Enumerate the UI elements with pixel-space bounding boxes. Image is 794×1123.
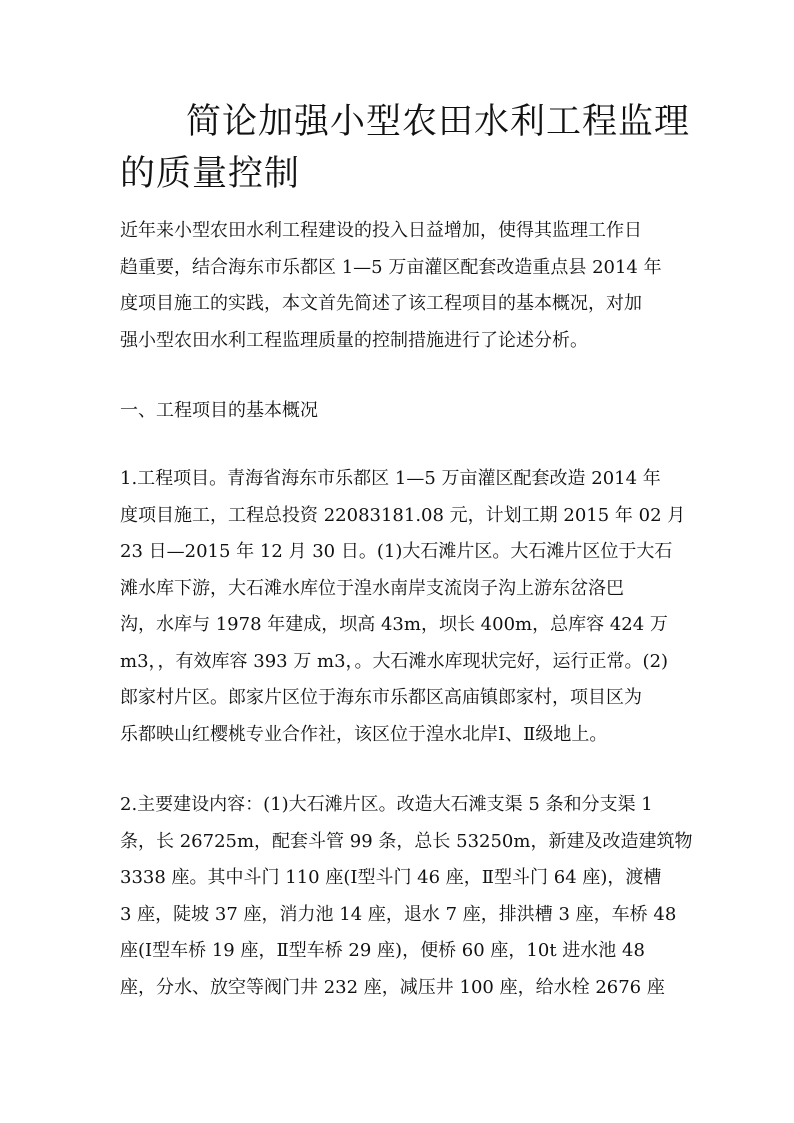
paragraph-line: m3，，有效库容 393 万 m3，。大石滩水库现状完好，运行正常。(2) bbox=[120, 650, 669, 672]
paragraph-line: 郎家村片区。郎家片区位于海东市乐都区高庙镇郎家村，项目区为 bbox=[120, 687, 642, 708]
paragraph-line: 乐都映山红樱桃专业合作社，该区位于湟水北岸Ⅰ、Ⅱ级地上。 bbox=[120, 723, 608, 745]
paragraph-line: 条，长 26725m，配套斗管 99 条，总长 53250m，新建及改造建筑物 bbox=[120, 830, 693, 852]
abstract-line: 近年来小型农田水利工程建设的投入日益增加，使得其监理工作日 bbox=[120, 220, 642, 241]
paragraph-construction bbox=[120, 787, 693, 1006]
page-title bbox=[120, 96, 690, 200]
paragraph-line: 座(Ⅰ型车桥 19 座，Ⅱ型车桥 29 座)，便桥 60 座，10t 进水池 48 bbox=[120, 940, 645, 961]
paragraph-line: 座，分水、放空等阀门井 232 座，减压井 100 座，给水栓 2676 座 bbox=[120, 976, 665, 998]
paragraph-line: 3 座，陡坡 37 座，消力池 14 座，退水 7 座，排洪槽 3 座，车桥 48 bbox=[120, 903, 677, 925]
title-line-1: 简论加强小型农田水利工程监理 bbox=[186, 102, 691, 142]
abstract-line: 强小型农田水利工程监理质量的控制措施进行了论述分析。 bbox=[120, 329, 588, 351]
paragraph-line: 3338 座。其中斗门 110 座(Ⅰ型斗门 46 座，Ⅱ型斗门 64 座)，渡槽 bbox=[120, 867, 662, 888]
section-heading-text: 一、工程项目的基本概况 bbox=[120, 400, 318, 421]
section-heading bbox=[120, 393, 680, 430]
title-line-2: 的质量控制 bbox=[120, 154, 301, 194]
paragraph-line: 度项目施工，工程总投资 22083181.08 元，计划工期 2015 年 02 月 bbox=[120, 504, 686, 526]
paragraph-line: 滩水库下游，大石滩水库位于湟水南岸支流岗子沟上游东岔洛巴 bbox=[120, 577, 624, 599]
abstract-paragraph bbox=[120, 213, 680, 359]
abstract-line: 度项目施工的实践，本文首先简述了该工程项目的基本概况，对加 bbox=[120, 293, 642, 314]
abstract-line: 趋重要，结合海东市乐都区 1—5 万亩灌区配套改造重点县 2014 年 bbox=[120, 256, 662, 278]
paragraph-project bbox=[120, 461, 686, 753]
paragraph-line: 23 日—2015 年 12 月 30 日。(1)大石滩片区。大石滩片区位于大石 bbox=[120, 541, 673, 562]
paragraph-line: 1.工程项目。青海省海东市乐都区 1—5 万亩灌区配套改造 2014 年 bbox=[120, 468, 661, 489]
paragraph-line: 沟，水库与 1978 年建成，坝高 43m，坝长 400m，总库容 424 万 bbox=[120, 614, 668, 635]
paragraph-line: 2.主要建设内容：(1)大石滩片区。改造大石滩支渠 5 条和分支渠 1 bbox=[120, 794, 653, 815]
